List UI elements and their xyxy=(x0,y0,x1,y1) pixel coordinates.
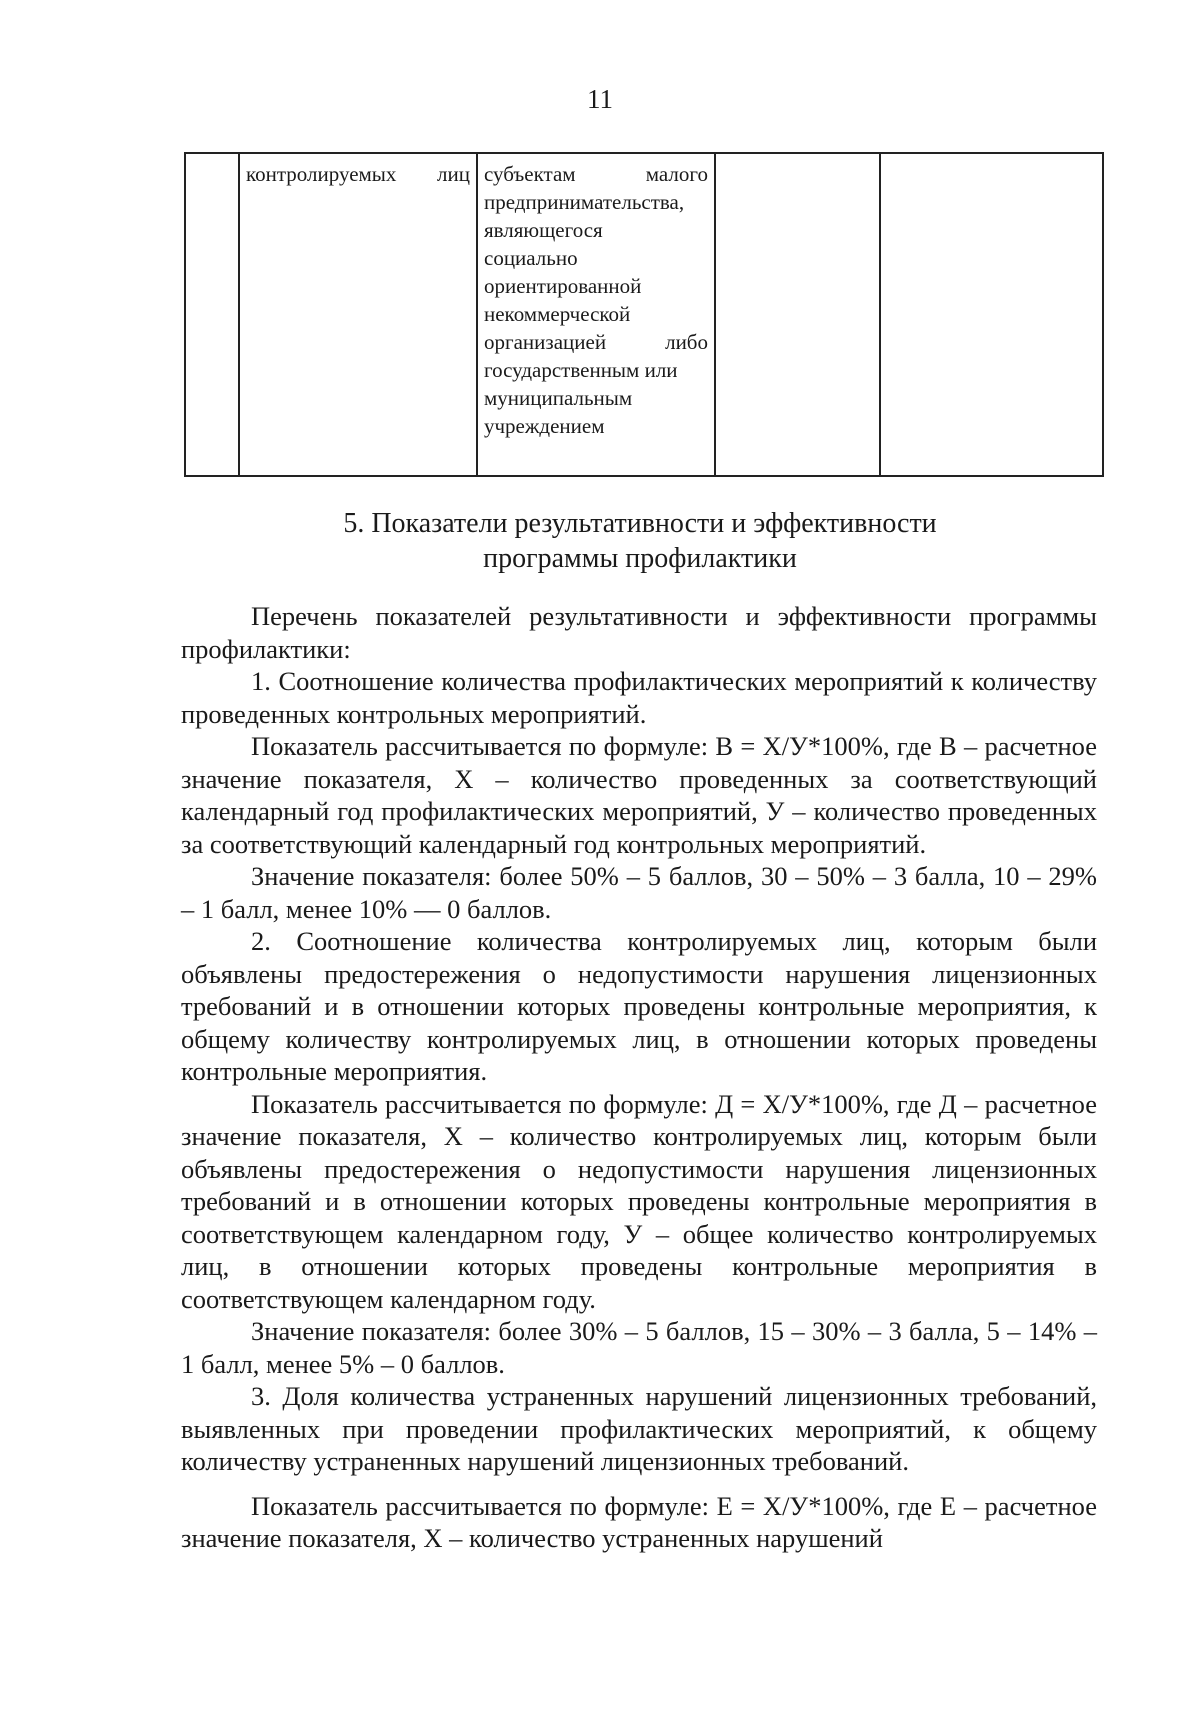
table-cell-5 xyxy=(880,153,1103,476)
section-heading xyxy=(170,506,1110,576)
cell-line: предпринимательства, xyxy=(484,190,685,214)
table-row xyxy=(185,153,1103,476)
cell-line: учреждением xyxy=(484,414,605,438)
continuation-table xyxy=(184,152,1104,477)
page-number: 11 xyxy=(587,84,613,114)
cell-line: социально xyxy=(484,246,578,270)
cell-line: являющегося xyxy=(484,218,603,242)
table-cell-2 xyxy=(239,153,477,476)
paragraph: Значение показателя: более 50% – 5 баллов, 30 – 50% – 3 балла, 10 – 29% – 1 балл, менее 10% — 0 баллов. xyxy=(181,861,1097,924)
cell-line: субъектам малого xyxy=(484,162,708,186)
section-heading-line1: 5. Показатели результативности и эффективности xyxy=(343,508,937,539)
table-cell-4 xyxy=(715,153,880,476)
paragraph: Показатель рассчитывается по формуле: В = Х/У*100%, где В – расчетное значение показателя, Х – количество проведенных за соответствующий календарный год профилактических мероприятий, У – количество проведенных за соответствующий календарный год контрольных мероприятий. xyxy=(181,731,1097,859)
paragraph: Показатель рассчитывается по формуле: Д = Х/У*100%, где Д – расчетное значение показателя, Х – количество контролируемых лиц, которым были объявлены предостережения о недопустимости нарушения лицензионных требований и в отношении которых проведены контрольные мероприятия в соответствующем календарном году, У – общее количество контролируемых лиц, в отношении которых проведены контрольные мероприятия в соответствующем календарном году. xyxy=(181,1088,1097,1314)
paragraph: 3. Доля количества устраненных нарушений лицензионных требований, выявленных при проведении профилактических мероприятий, к общему количеству устраненных нарушений лицензионных требований. xyxy=(181,1381,1097,1476)
cell-text: контролируемых лиц xyxy=(246,162,470,186)
paragraph: Значение показателя: более 30% – 5 баллов, 15 – 30% – 3 балла, 5 – 14% – 1 балл, менее 5% – 0 баллов. xyxy=(181,1316,1097,1379)
table-cell-3 xyxy=(477,153,715,476)
cell-line: некоммерческой xyxy=(484,302,631,326)
paragraph: 2. Соотношение количества контролируемых лиц, которым были объявлены предостережения о недопустимости нарушения лицензионных требований и в отношении которых проведены контрольные мероприятия, к общему количеству контролируемых лиц, в отношении которых проведены контрольные мероприятия. xyxy=(181,926,1097,1086)
body-text xyxy=(181,600,1097,1555)
cell-line: ориентированной xyxy=(484,274,642,298)
paragraph: Показатель рассчитывается по формуле: Е = Х/У*100%, где Е – расчетное значение показателя, Х – количество устраненных нарушений xyxy=(181,1490,1097,1553)
cell-line: государственным или xyxy=(484,358,678,382)
paragraph: 1. Соотношение количества профилактических мероприятий к количеству проведенных контрольных мероприятий. xyxy=(181,666,1097,729)
paragraph: Перечень показателей результативности и эффективности программы профилактики: xyxy=(181,601,1097,664)
cell-line: муниципальным xyxy=(484,386,633,410)
table-cell-1 xyxy=(185,153,239,476)
section-heading-line2: программы профилактики xyxy=(483,543,797,574)
cell-line: организацией либо xyxy=(484,330,708,354)
